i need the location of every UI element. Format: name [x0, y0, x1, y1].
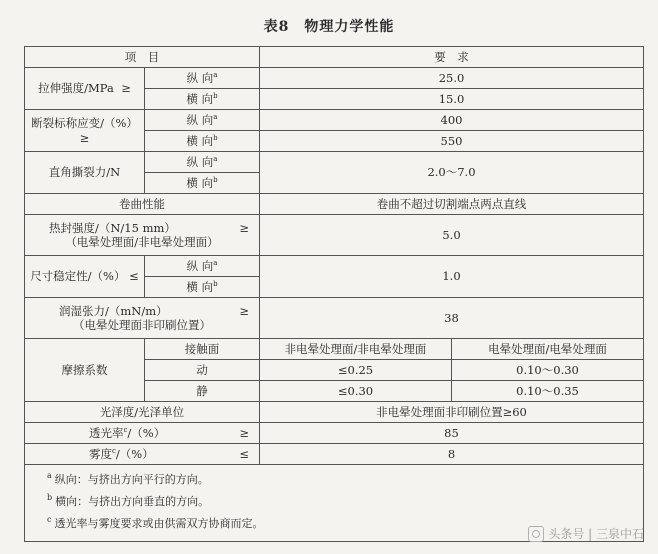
- dim-md: 纵 向$^a$: [145, 256, 260, 277]
- curl-value: 卷曲不超过切割端点两点直线: [260, 194, 644, 215]
- elongation-label: 断裂标称应变/（%） ≥: [25, 110, 145, 152]
- seal-value: 5.0: [260, 215, 644, 256]
- friction-dyn-a: ≤0.25: [260, 360, 452, 381]
- elongation-td-value: 550: [260, 131, 644, 152]
- friction-label: 摩擦系数: [25, 339, 145, 402]
- table-row: [25, 444, 644, 465]
- table-title: 表8 物理力学性能: [263, 19, 395, 35]
- trans-label: 透光率$^c$/（%） ≥: [25, 423, 260, 444]
- gloss-label: 光泽度/光泽单位: [25, 402, 260, 423]
- wet-label: 润湿张力/（mN/m） ≥ （电晕处理面非印刷位置）: [25, 298, 260, 339]
- tensile-md-value: 25.0: [260, 68, 644, 89]
- gloss-value: 非电晕处理面非印刷位置≥60: [260, 402, 644, 423]
- tensile-td: 横 向$^b$: [145, 89, 260, 110]
- table-row: [25, 423, 644, 444]
- table-row: [25, 68, 644, 89]
- note-b: $^b$ 横向：与挤出方向垂直的方向。: [47, 493, 210, 508]
- dim-value: 1.0: [260, 256, 644, 298]
- friction-static: 静: [145, 381, 260, 402]
- tear-label: 直角撕裂力/N: [25, 152, 145, 194]
- wet-value: 38: [260, 298, 644, 339]
- header-row: [25, 47, 644, 68]
- friction-contact: 接触面: [145, 339, 260, 360]
- friction-sta-a: ≤0.30: [260, 381, 452, 402]
- tensile-label: 拉伸强度/MPa ≥: [25, 68, 145, 110]
- table-row: [25, 339, 644, 360]
- elongation-md-value: 400: [260, 110, 644, 131]
- elongation-md: 纵 向$^a$: [145, 110, 260, 131]
- friction-col-a: 非电晕处理面/非电晕处理面: [260, 339, 452, 360]
- curl-label: 卷曲性能: [25, 194, 260, 215]
- friction-col-b: 电晕处理面/电晕处理面: [452, 339, 644, 360]
- note-a: $^a$ 纵向：与挤出方向平行的方向。: [47, 471, 209, 486]
- table-row: [25, 402, 644, 423]
- friction-dyn-b: 0.10～0.30: [452, 360, 644, 381]
- watermark: [528, 525, 644, 542]
- tear-td: 横 向$^b$: [145, 173, 260, 194]
- watermark-logo-icon: [528, 526, 544, 542]
- tear-md: 纵 向$^a$: [145, 152, 260, 173]
- tensile-md: 纵 向$^a$: [145, 68, 260, 89]
- seal-label: 热封强度/（N/15 mm） ≥ （电晕处理面/非电晕处理面）: [25, 215, 260, 256]
- friction-dynamic: 动: [145, 360, 260, 381]
- trans-value: 85: [260, 423, 644, 444]
- elongation-td: 横 向$^b$: [145, 131, 260, 152]
- properties-table: [24, 46, 644, 542]
- table-row: [25, 215, 644, 256]
- tear-value: 2.0～7.0: [260, 152, 644, 194]
- watermark-text: 头条号 | 三泉中石: [548, 527, 644, 541]
- table-row: [25, 298, 644, 339]
- friction-sta-b: 0.10～0.35: [452, 381, 644, 402]
- header-requirement: 要 求: [260, 47, 644, 68]
- header-item: 项 目: [25, 47, 260, 68]
- dim-label: 尺寸稳定性/（%） ≤: [25, 256, 145, 298]
- table-row: [25, 110, 644, 131]
- table-row: [25, 194, 644, 215]
- tensile-td-value: 15.0: [260, 89, 644, 110]
- table-row: [25, 152, 644, 173]
- haze-value: 8: [260, 444, 644, 465]
- table-row: [25, 256, 644, 277]
- note-c: $^c$ 透光率与雾度要求或由供需双方协商而定。: [47, 515, 264, 530]
- dim-td: 横 向$^b$: [145, 277, 260, 298]
- haze-label: 雾度$^c$/（%） ≤: [25, 444, 260, 465]
